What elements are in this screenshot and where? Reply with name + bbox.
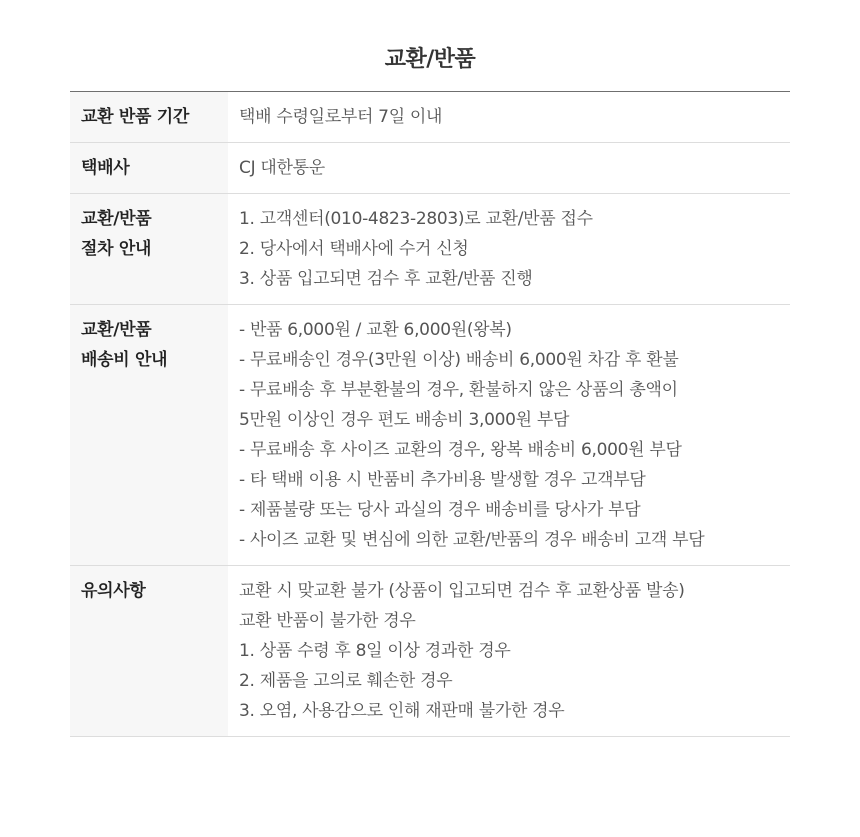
row-header xyxy=(70,92,228,143)
row-content-line: 3. 상품 입고되면 검수 후 교환/반품 진행 xyxy=(239,269,533,289)
row-content xyxy=(228,194,790,305)
row-header-line: 교환/반품 xyxy=(81,209,152,229)
table-row-courier xyxy=(70,143,790,194)
row-content-line: CJ 대한통운 xyxy=(239,158,325,178)
row-content-line: 2. 제품을 고의로 훼손한 경우 xyxy=(239,671,453,691)
row-content-line: - 무료배송인 경우(3만원 이상) 배송비 6,000원 차감 후 환불 xyxy=(239,350,679,370)
exchange-return-info-table xyxy=(70,91,790,737)
table-row-notes xyxy=(70,566,790,737)
row-content-line: 교환 시 맞교환 불가 (상품이 입고되면 검수 후 교환상품 발송) xyxy=(239,581,685,601)
row-content xyxy=(228,92,790,143)
table-row-procedure xyxy=(70,194,790,305)
row-header-line: 절차 안내 xyxy=(81,239,152,259)
table-row-shipping-fee xyxy=(70,305,790,566)
row-content-line: 1. 상품 수령 후 8일 이상 경과한 경우 xyxy=(239,641,511,661)
row-content-line: 교환 반품이 불가한 경우 xyxy=(239,611,416,631)
row-content xyxy=(228,566,790,737)
row-content xyxy=(228,305,790,566)
row-header-line: 교환 반품 기간 xyxy=(81,107,189,127)
row-header-line: 교환/반품 xyxy=(81,320,152,340)
row-content xyxy=(228,143,790,194)
row-content-line: - 사이즈 교환 및 변심에 의한 교환/반품의 경우 배송비 고객 부담 xyxy=(239,530,705,550)
row-content-line: 1. 고객센터(010-4823-2803)로 교환/반품 접수 xyxy=(239,209,593,229)
row-header xyxy=(70,305,228,566)
row-content-line: 2. 당사에서 택배사에 수거 신청 xyxy=(239,239,469,259)
row-header-line: 유의사항 xyxy=(81,581,146,601)
row-header xyxy=(70,143,228,194)
row-content-line: - 무료배송 후 사이즈 교환의 경우, 왕복 배송비 6,000원 부담 xyxy=(239,440,682,460)
page-title: 교환/반품 xyxy=(384,47,476,72)
row-content-line: - 반품 6,000원 / 교환 6,000원(왕복) xyxy=(239,320,512,340)
row-content-line: 5만원 이상인 경우 편도 배송비 3,000원 부담 xyxy=(239,410,570,430)
row-header xyxy=(70,194,228,305)
row-header-line: 배송비 안내 xyxy=(81,350,168,370)
row-content-line: 3. 오염, 사용감으로 인해 재판매 불가한 경우 xyxy=(239,701,565,721)
row-header-line: 택배사 xyxy=(81,158,130,178)
row-content-line: 택배 수령일로부터 7일 이내 xyxy=(239,107,443,127)
row-header xyxy=(70,566,228,737)
row-content-line: - 타 택배 이용 시 반품비 추가비용 발생할 경우 고객부담 xyxy=(239,470,646,490)
row-content-line: - 무료배송 후 부분환불의 경우, 환불하지 않은 상품의 총액이 xyxy=(239,380,678,400)
row-content-line: - 제품불량 또는 당사 과실의 경우 배송비를 당사가 부담 xyxy=(239,500,641,520)
table-row-period xyxy=(70,92,790,143)
